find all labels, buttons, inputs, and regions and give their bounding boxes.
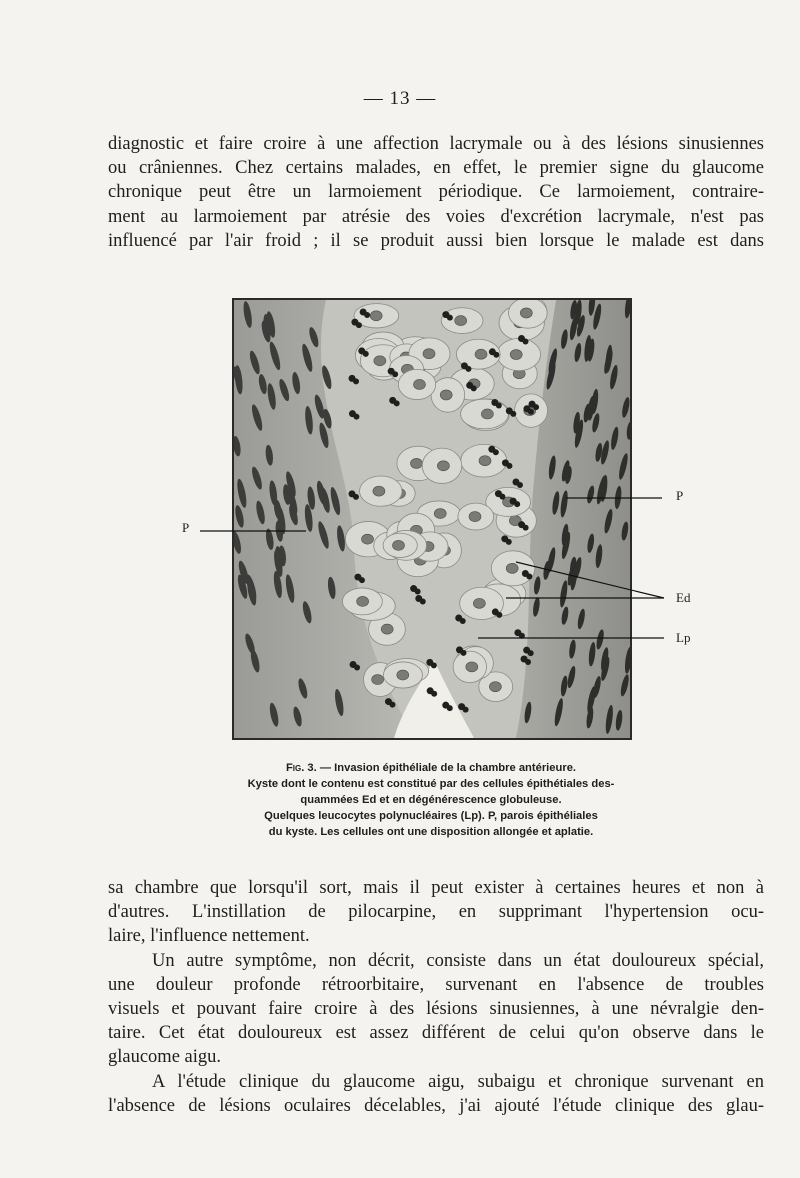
caption-line-1 [176,760,686,776]
leucocyte-lobe [359,577,365,583]
leucocyte-lobe [460,650,466,656]
leucocyte-lobe [353,378,359,384]
caption-line-2: Kyste dont le contenu est constitué par des cellules épithétiales des- [247,778,615,790]
caption-figure-number: Fig. 3. [285,762,317,774]
leucocyte-lobe [447,315,453,321]
cell-nucleus [397,670,409,680]
leucocyte-lobe [526,574,532,580]
leucocyte-lobe [431,662,437,668]
leucocyte-lobe [528,650,534,656]
paragraph-top [108,132,764,253]
label-ed: Ed [676,590,691,605]
text-line: l'absence de lésions oculaires décelables, j'ai ajouté l'étude clinique des glau- [108,1095,764,1116]
text-line: visuels et pouvant faire croire à des lésions sinusiennes, à une névralgie den- [108,999,764,1020]
leucocyte-lobe [493,449,499,455]
leucocyte-lobe [510,411,516,417]
label-p-right: P [676,488,684,503]
cell-nucleus [437,461,449,471]
text-line: sa chambre que lorsqu'il sort, mais il peut exister à certaines heures et non à [108,878,764,898]
cell-nucleus [469,512,481,522]
cell-nucleus [373,486,385,496]
leucocyte-lobe [514,501,520,507]
leucocyte-lobe [394,400,400,406]
leucocyte-lobe [471,385,477,391]
caption-line-5: du kyste. Les cellules ont une disposition allongée et aplatie. [268,826,594,838]
text-line: laire, l'influence nettement. [108,926,310,947]
paragraph-bottom [108,876,764,1118]
text-line: ment au larmoiement par atrésie des voies d'excrétion lacrymale, n'est pas [108,206,764,227]
leucocyte-lobe [389,702,395,708]
cell-nucleus [370,311,382,321]
page-number: — 13 — [363,88,437,109]
leucocyte-lobe [353,494,359,500]
cell-nucleus [440,390,452,400]
leucocyte-lobe [528,409,534,415]
cell-nucleus [372,675,384,685]
leucocyte-lobe [493,352,499,358]
text-line: diagnostic et faire croire à une affection lacrymale ou à des lésions sinusiennes [108,134,764,154]
cell-nucleus [510,350,522,360]
text-line: d'autres. L'instillation de pilocarpine, en supprimant l'hypertension ocu- [108,902,764,923]
cell-nucleus [423,349,435,359]
leucocyte-lobe [447,705,453,711]
text-line: A l'étude clinique du glaucome aigu, subaigu et chronique survenant en [152,1071,764,1092]
cell-nucleus [481,409,493,419]
cell-nucleus [410,458,422,468]
leucocyte-lobe [519,633,525,639]
text-line: glaucome aigu. [108,1047,222,1068]
text-line: chronique peut être un larmoiement périodique. Ce larmoiement, contraire- [108,182,764,203]
figure-caption [176,760,686,840]
text-line: influencé par l'air froid ; il se produit aussi bien lorsque le malade est dans [108,230,764,251]
cell-nucleus [392,540,404,550]
leucocyte-lobe [533,404,539,410]
text-line: taire. Cet état douloureux est assez différent de celui qu'on observe dans le [108,1023,764,1044]
histology-figure [232,298,632,740]
cell-nucleus [362,534,374,544]
cell-nucleus [473,598,485,608]
text-line: ou crâniennes. Chez certains malades, en effet, le premier signe du glaucome [108,158,764,179]
cell-nucleus [479,456,491,466]
caption-line-3: quammées Ed et en dégénérescence globuleuse. [300,794,562,806]
leucocyte-lobe [496,402,502,408]
leucocyte-lobe [506,539,512,545]
caption-line-4: Quelques leucocytes polynucléaires (Lp). P, parois épithéliales [264,810,598,822]
leucocyte-lobe [356,322,362,328]
label-lp: Lp [676,630,691,645]
leucocyte-lobe [463,707,469,713]
cell-nucleus [413,379,425,389]
leucocyte-lobe [420,599,426,605]
label-p-left: P [182,520,190,535]
leucocyte-lobe [523,338,529,344]
leucocyte-lobe [506,463,512,469]
leucocyte-lobe [354,664,360,670]
cell-nucleus [520,308,532,318]
cell-nucleus [475,349,487,359]
text-line: Un autre symptôme, non décrit, consiste dans un état douloureux spécial, [152,950,764,971]
leucocyte-lobe [499,494,505,500]
leucocyte-lobe [392,371,398,377]
cell-nucleus [489,682,501,692]
text-line: une douleur profonde rétroorbitaire, survenant en l'absence de troubles [108,974,764,995]
histology-illustration [234,300,630,738]
leucocyte-lobe [465,366,471,372]
caption-title: — Invasion épithéliale de la chambre antérieure. [316,762,577,774]
leucocyte-lobe [364,312,370,318]
leucocyte-lobe [353,414,359,420]
cell-nucleus [374,356,386,366]
leucocyte-lobe [496,612,502,618]
leucocyte-lobe [517,482,523,488]
leucocyte-lobe [363,351,369,357]
cell-nucleus [357,596,369,606]
cell-nucleus [381,624,393,634]
cell-nucleus [455,316,467,326]
cell-nucleus [434,509,446,519]
leucocyte-lobe [523,525,529,531]
cell-nucleus [466,662,478,672]
leucocyte-lobe [431,691,437,697]
leucocyte-lobe [415,589,421,595]
leucocyte-lobe [525,659,531,665]
leucocyte-lobe [460,618,466,624]
cell-nucleus [506,563,518,573]
